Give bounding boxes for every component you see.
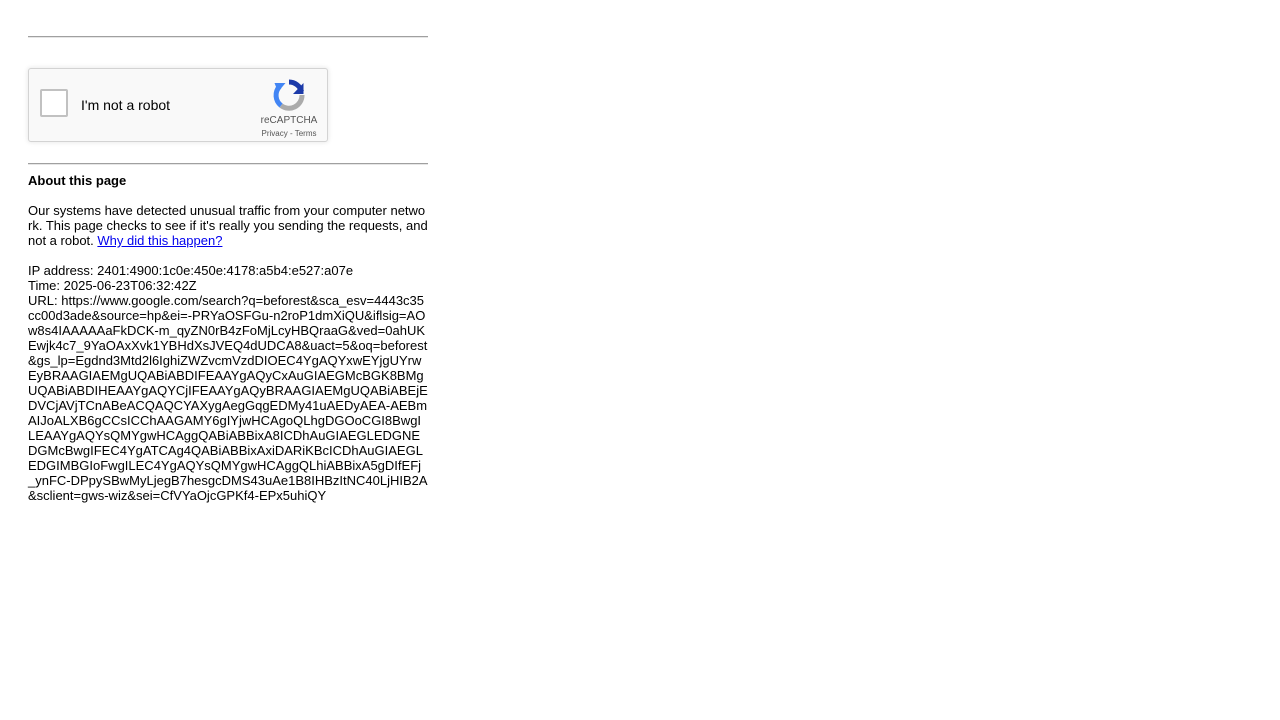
top-divider — [28, 36, 428, 38]
privacy-link[interactable]: Privacy — [261, 129, 288, 138]
why-did-this-happen-link[interactable]: Why did this happen? — [97, 233, 223, 248]
recaptcha-brand: reCAPTCHA — [260, 115, 318, 126]
recaptcha-logo-icon — [273, 79, 305, 111]
about-body: Our systems have detected unusual traffic from your computer network. This page checks to see if it's really you sending the requests, and not a robot. — [28, 203, 428, 248]
about-title: About this page — [28, 173, 127, 188]
request-url: URL: https://www.google.com/search?q=beforest&sca_esv=4443c35cc00d3ade&source=hp&ei=-PRYaOSFGu-n2roP1dmXiQU&iflsig=AOw8s4IAAAAAaFkDCK-m_qyZN0rB4zFoMjLcyHBQraaG&ved=0ahUKEwjk4c7_9YaOAxXvk1YBHdXsJVEQ4dUDCA8&uact=5&oq=beforest&gs_lp=Egdnd3Mtd2l6IghiZWZvcmVzdDIOEC4YgAQYxwEYjgUYrwEyBRAAGIAEMgUQABiABDIFEAAYgAQyCxAuGIAEGMcBGK8BMgUQABiABDIHEAAYgAQYCjIFEAAYgAQyBRAAGIAEMgUQABiABEjEDVCjAVjTCnABeACQAQCYAXygAegGqgEDMy41uAEDyAEA-AEBmAIJoALXB6gCCsICChAAGAMY6gIYjwHCAgoQLhgDGOoCGI8BwgILEAAYgAQYsQMYgwHCAggQABiABBixA8ICDhAuGIAEGLEDGNEDGMcBwgIFEC4YgATCAg4QABiABBixAxiDARiKBcICDhAuGIAEGLEDGIMBGIoFwgILEC4YgAQYsQMYgwHCAggQLhiABBixA5gDIfEFj_ynFC-DPpySBwMyLjegB7hesgcDMS43uAe1B8IHBzItNC40LjHIB2A&sclient=gws-wiz&sei=CfVYaOjcGPKf4-EPx5uhiQY — [28, 293, 428, 503]
recaptcha-label[interactable]: I'm not a robot — [81, 97, 171, 113]
about-section — [28, 173, 428, 503]
request-details — [28, 263, 428, 503]
links-separator: - — [287, 129, 295, 138]
recaptcha-links — [251, 129, 327, 139]
ip-address: IP address: 2401:4900:1c0e:450e:4178:a5b4:e527:a07e — [28, 263, 354, 278]
middle-divider — [28, 163, 428, 165]
recaptcha-widget — [28, 68, 328, 142]
terms-link[interactable]: Terms — [294, 129, 317, 138]
timestamp: Time: 2025-06-23T06:32:42Z — [28, 278, 197, 293]
recaptcha-checkbox[interactable] — [40, 89, 68, 117]
about-description — [28, 203, 428, 248]
